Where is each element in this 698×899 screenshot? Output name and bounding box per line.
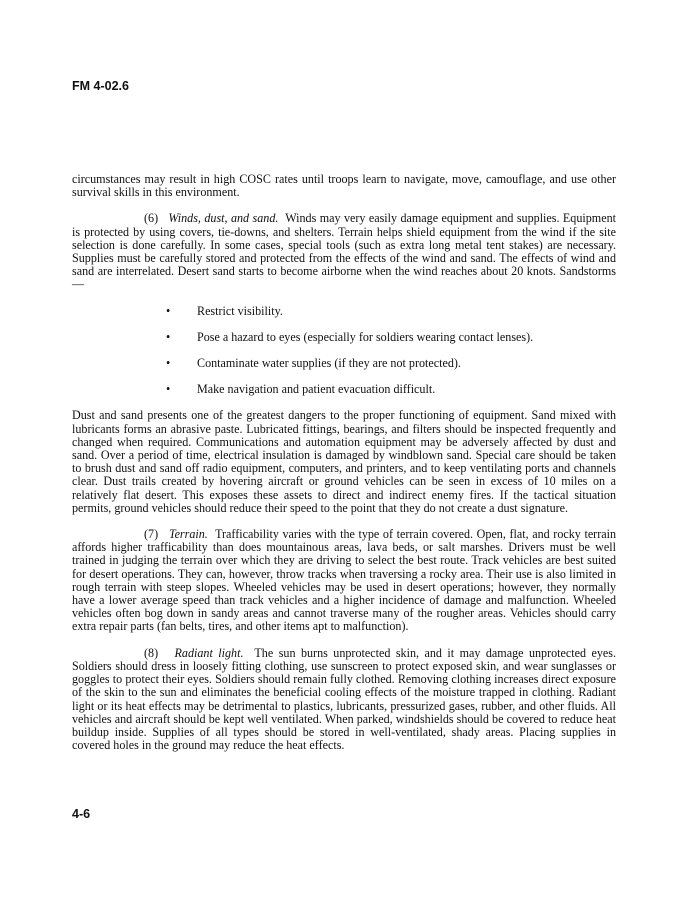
intro-paragraph: circumstances may result in high COSC rates until troops learn to navigate, move, camouflage, and use other survival skills in this environment. xyxy=(72,172,616,200)
bullet-icon: • xyxy=(166,356,171,371)
bullet-icon: • xyxy=(166,382,171,397)
section-6-text: Winds may very easily damage equipment and supplies. Equipment is protected by using covers, tie-downs, and shelters. Terrain helps shield equipment from the wind if the site selection is done carefully. In some cases, special tools (such as extra long metal tent stakes) are necessary. Supplies must be carefully stored and protected from the effects of the wind and sand. The effects of wind and sand are interrelated. Desert sand starts to become airborne when the wind reaches about 20 knots. Sandstorms— xyxy=(72,211,616,292)
running-header: FM 4-02.6 xyxy=(72,79,129,93)
list-item: • Pose a hazard to eyes (especially for soldiers wearing contact lenses). xyxy=(166,329,534,344)
section-7-paragraph xyxy=(72,528,616,634)
list-item: • Restrict visibility. xyxy=(166,303,283,318)
body-text xyxy=(72,173,616,752)
dust-paragraph: Dust and sand presents one of the greatest dangers to the proper functioning of equipment. Sand mixed with lubricants forms an abrasive paste. Lubricated fittings, bearings, and filters should be inspected frequently and changed when required. Communications and automation equipment may be adversely affected by dust and sand. Over a period of time, electrical insulation is damaged by windblown sand. Special care should be taken to brush dust and sand off radio equipment, computers, and printers, and to keep ventilating ports and channels clear. Dust trails created by hovering aircraft or ground vehicles can be seen in excess of 10 miles on a relatively flat desert. This exposes these assets to direct and indirect enemy fires. If the tactical situation permits, ground vehicles should reduce their speed to the point that they do not create a dust signature. xyxy=(72,408,616,515)
bullet-icon: • xyxy=(166,303,171,318)
section-8-paragraph xyxy=(72,647,616,753)
section-8-title: Radiant light. xyxy=(174,645,244,660)
list-item: • Make navigation and patient evacuation difficult. xyxy=(166,382,436,397)
page-number: 4-6 xyxy=(72,807,91,821)
list-item: • Contaminate water supplies (if they are not protected). xyxy=(166,356,461,371)
bullet-icon: • xyxy=(166,329,171,344)
sandstorm-effects-list xyxy=(72,305,616,397)
section-8-number: (8) xyxy=(144,645,159,660)
section-7-title: Terrain. xyxy=(168,527,208,542)
section-6-title: Winds, dust, and sand. xyxy=(168,211,279,226)
section-8-text: The sun burns unprotected skin, and it may damage unprotected eyes. Soldiers should dress in loosely fitting clothing, use sunscreen to protect exposed skin, and wear sunglasses or goggles to protect their eyes. Soldiers should remain fully clothed. Removing clothing increases direct exposure of the skin to the sun and eliminates the beneficial cooling effects of the moisture trapped in clothing. Radiant light or its heat effects may be detrimental to plastics, lubricants, pressurized gases, rubber, and other fluids. All vehicles and aircraft should be kept well ventilated. When parked, windshields should be covered to reduce heat buildup inside. Supplies of all types should be stored in well-ventilated, shady areas. Placing supplies in covered holes in the ground may reduce the heat effects. xyxy=(72,645,617,753)
section-7-text: Trafficability varies with the type of terrain covered. Open, flat, and rocky terrain affords higher trafficability than does mountainous areas, lava beds, or salt marshes. Drivers must be well trained in judging the terrain over which they are driving to select the best route. Track vehicles are best suited for desert operations. They can, however, throw tracks when traversing a rocky area. Their use is also limited in rough terrain with steep slopes. Wheeled vehicles may be used in desert operations; however, they normally have a lower average speed than track vehicles and a higher incidence of damage and malfunction. Wheeled vehicles often bog down in sandy areas and cannot traverse many of the rougher areas. Vehicles should carry extra repair parts (fan belts, tires, and other items apt to malfunction). xyxy=(72,527,617,634)
section-6-paragraph xyxy=(72,212,616,291)
section-7-number: (7) xyxy=(144,527,159,542)
section-6-number: (6) xyxy=(144,211,159,226)
